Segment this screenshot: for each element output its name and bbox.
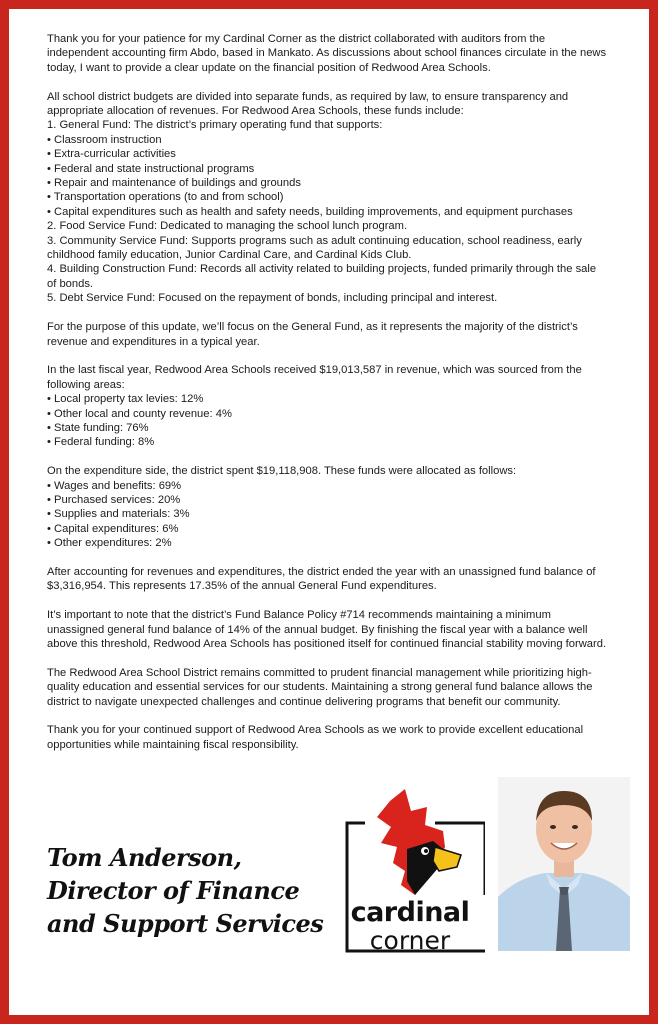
thanks-paragraph: Thank you for your continued support of Redwood Area Schools as we work to provide excellent educational opportunities while maintaining fiscal responsibility.	[47, 724, 584, 751]
list-item: • Transportation operations (to and from school)	[47, 191, 284, 204]
signature-title-line2: and Support Services	[47, 909, 324, 938]
list-item: • Capital expenditures: 6%	[47, 522, 179, 535]
logo-word-cardinal: cardinal	[350, 897, 470, 928]
list-item: • State funding: 76%	[47, 421, 149, 434]
policy-paragraph: It’s important to note that the district’s Fund Balance Policy #714 recommends maintaining a minimum unassigned general fund balance of 14% of the annual budget. By finishing the fiscal year with a balance well above this threshold, Redwood Area Schools has positioned itself for continued financial stability moving forward.	[47, 609, 607, 650]
fund-building-construction: 4. Building Construction Fund: Records all activity related to building projects, funded primarily through the sale of bonds.	[47, 263, 597, 290]
balance-paragraph: After accounting for revenues and expenditures, the district ended the year with an unassigned fund balance of $3,316,954. This represents 17.35% of the annual General Fund expenditures.	[47, 565, 596, 593]
funds-section	[47, 90, 607, 306]
list-item: • Purchased services: 20%	[47, 493, 181, 506]
fund-community-service: 3. Community Service Fund: Supports programs such as adult continuing education, school readiness, early childhood family education, Junior Cardinal Care, and Cardinal Kids Club.	[47, 234, 582, 262]
purpose-paragraph: For the purpose of this update, we’ll focus on the General Fund, as it represents the majority of the district’s revenue and expenditures in a typical year.	[47, 321, 578, 348]
fund-food-service: 2. Food Service Fund: Dedicated to managing the school lunch program.	[47, 220, 408, 233]
fund-general: 1. General Fund: The district’s primary operating fund that supports:	[47, 119, 383, 132]
cardinal-corner-logo	[335, 785, 485, 965]
logo-word-corner: corner	[369, 926, 451, 955]
list-item: • Wages and benefits: 69%	[47, 479, 182, 492]
author-photo	[498, 777, 630, 951]
list-item: • Other local and county revenue: 4%	[47, 407, 232, 420]
intro-paragraph: Thank you for your patience for my Cardinal Corner as the district collaborated with auditors from the independent accounting firm Abdo, based in Mankato. As discussions about school finances circulate in the news today, I want to provide a clear update on the financial position of Redwood Area Schools.	[47, 33, 607, 74]
expenditure-intro: On the expenditure side, the district spent $19,118,908. These funds were allocated as follows:	[47, 465, 517, 478]
revenue-list	[47, 392, 607, 450]
commitment-paragraph: The Redwood Area School District remains committed to prudent financial management while prioritizing high-quality education and essential services for our students. Maintaining a strong general fund balance allows the district to navigate unexpected challenges and continue delivering programs that benefit our community.	[47, 666, 593, 708]
signature	[47, 841, 327, 940]
list-item: • Other expenditures: 2%	[47, 537, 172, 550]
list-item: • Extra-curricular activities	[47, 148, 176, 161]
list-item: • Supplies and materials: 3%	[47, 508, 190, 521]
letter-body	[47, 32, 607, 767]
letter-page	[9, 9, 649, 1015]
signature-name: Tom Anderson,	[47, 843, 242, 872]
list-item: • Federal and state instructional programs	[47, 162, 255, 175]
expenditure-list	[47, 479, 607, 551]
fund-debt-service: 5. Debt Service Fund: Focused on the repayment of bonds, including principal and interest.	[47, 292, 498, 305]
list-item: • Local property tax levies: 12%	[47, 393, 204, 406]
list-item: • Classroom instruction	[47, 133, 162, 146]
list-item: • Federal funding: 8%	[47, 436, 155, 449]
portrait-image	[498, 777, 630, 951]
general-fund-list	[47, 133, 607, 219]
list-item: • Repair and maintenance of buildings and grounds	[47, 177, 301, 190]
funds-intro: All school district budgets are divided into separate funds, as required by law, to ensure transparency and appropriate allocation of revenues. For Redwood Area Schools, these funds include:	[47, 90, 569, 118]
signature-title-line1: Director of Finance	[47, 876, 300, 905]
list-item: • Capital expenditures such as health and safety needs, building improvements, and equipment purchases	[47, 205, 573, 218]
revenue-intro: In the last fiscal year, Redwood Area Schools received $19,013,587 in revenue, which was sourced from the following areas:	[47, 364, 582, 391]
